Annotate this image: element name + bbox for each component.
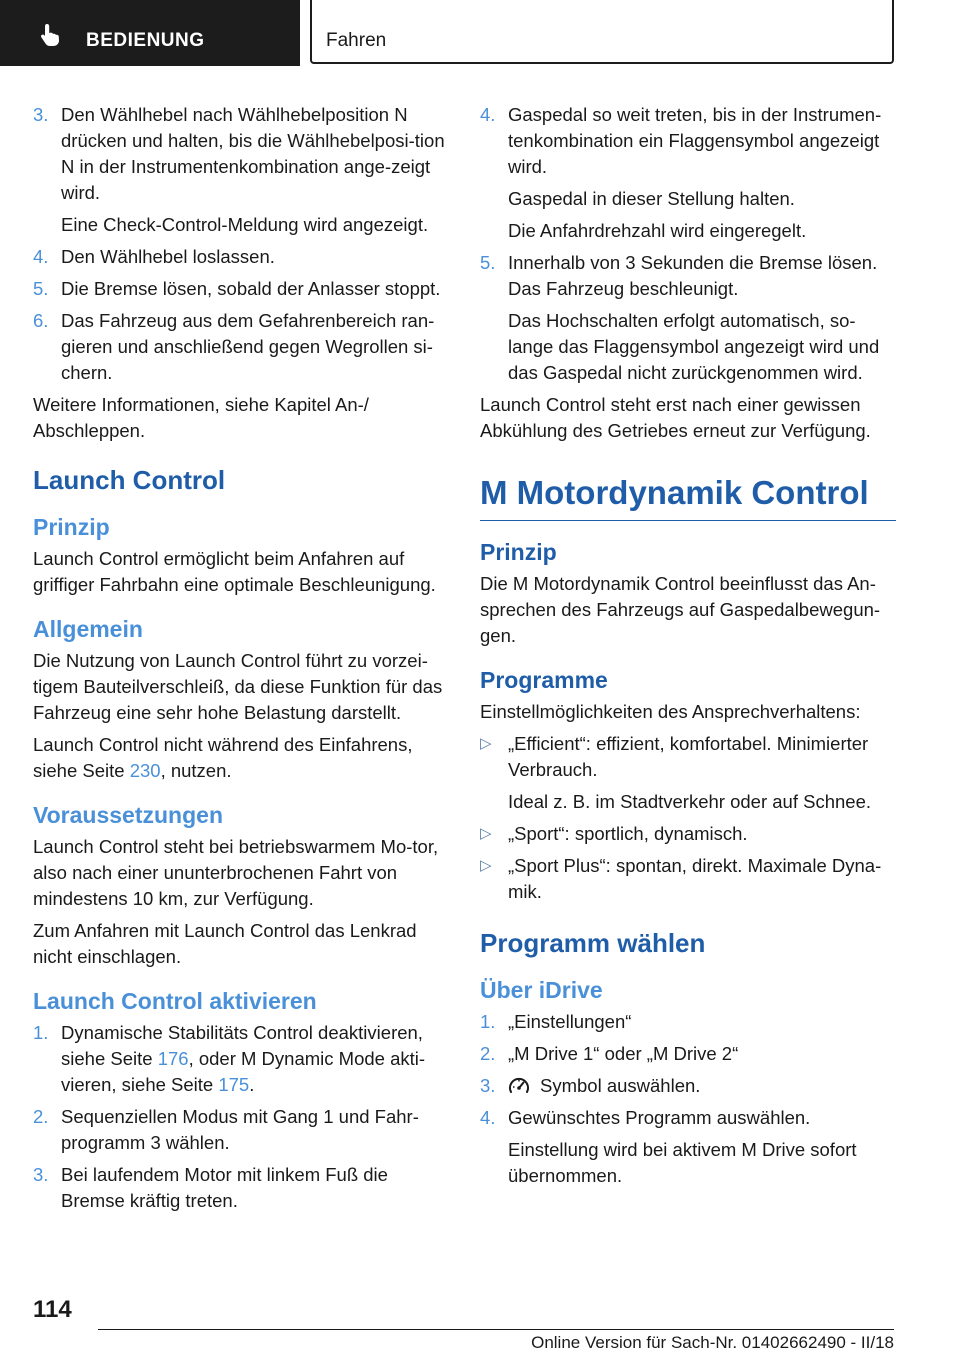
list-text: Gewünschtes Programm auswählen. (508, 1107, 811, 1128)
list-text (508, 1073, 896, 1099)
list-text: Sequenziellen Modus mit Gang 1 und Fahr-programm 3 wählen. (61, 1106, 419, 1153)
list-item (480, 1105, 896, 1189)
left-column (33, 102, 447, 1220)
subsection-title-prinzip: Prinzip (33, 514, 110, 540)
list-subtext: Eine Check-Control-Meldung wird angezeigt. (61, 214, 429, 235)
text-span: Dynamische Stabilitäts Control deaktivieren, siehe Seite (61, 1022, 423, 1069)
footer-version-text: Online Version für Sach-Nr. 01402662490 - II/18 (531, 1333, 894, 1352)
list-text: „Einstellungen“ (508, 1011, 632, 1032)
paragraph: Zum Anfahren mit Launch Control das Lenkrad nicht einschlagen. (33, 920, 417, 967)
list-text: Den Wählhebel nach Wählhebelposition N drücken und halten, bis die Wählhebelposi-tion N in der Instrumentenkombination ange-zeigt wird. (61, 104, 445, 203)
list-number: 5. (480, 252, 496, 273)
list-text (61, 1020, 447, 1098)
list-item (480, 250, 896, 386)
list-number: 1. (480, 1011, 496, 1032)
subsection-title-prinzip: Prinzip (480, 539, 557, 565)
list-text: Die Bremse lösen, sobald der Anlasser stoppt. (61, 278, 441, 299)
paragraph: Launch Control ermöglicht beim Anfahren auf griffiger Fahrbahn eine optimale Beschleunigung. (33, 548, 436, 595)
list-text: „Sport Plus“: spontan, direkt. Maximale Dyna-mik. (508, 855, 882, 902)
subsection-title-voraussetzungen: Voraussetzungen (33, 802, 223, 828)
paragraph: Die M Motordynamik Control beeinflusst das An-sprechen des Fahrzeugs auf Gaspedalbewegun-gen. (480, 573, 881, 646)
list-item (33, 308, 447, 386)
triangle-bullet-icon: ▷ (480, 735, 492, 752)
tab-bedienung[interactable] (0, 0, 300, 66)
list-subtext: Ideal z. B. im Stadtverkehr oder auf Schnee. (508, 791, 871, 812)
paragraph: Launch Control steht erst nach einer gewissen Abkühlung des Getriebes erneut zur Verfügung. (480, 394, 871, 441)
page-link-175[interactable]: 175 (218, 1074, 250, 1095)
subsection-title-aktivieren: Launch Control aktivieren (33, 988, 317, 1014)
list-text: Innerhalb von 3 Sekunden die Bremse lösen. Das Fahrzeug beschleunigt. (508, 252, 878, 299)
bullet-item (480, 853, 896, 905)
list-number: 5. (33, 278, 49, 299)
list-number: 3. (33, 1164, 49, 1185)
list-subtext: Das Hochschalten erfolgt automatisch, so-lange das Flaggensymbol angezeigt wird und das Gaspedal nicht zurückgenommen wird. (508, 310, 880, 383)
list-text: Das Fahrzeug aus dem Gefahrenbereich ran-gieren und anschließend gegen Wegrollen si-chern. (61, 310, 435, 383)
right-column (480, 102, 896, 1195)
page-link-230[interactable]: 230 (129, 760, 161, 781)
list-text: „Efficient“: effizient, komfortabel. Minimierter Verbrauch. (508, 733, 869, 780)
list-number: 4. (480, 1107, 496, 1128)
subsection-title-idrive: Über iDrive (480, 977, 603, 1003)
tab-fahren-label: Fahren (326, 30, 387, 51)
list-text: Bei laufendem Motor mit linkem Fuß die Bremse kräftig treten. (61, 1164, 388, 1211)
list-item (33, 276, 447, 302)
list-subtext: Gaspedal in dieser Stellung halten. (508, 188, 795, 209)
list-item (33, 1020, 447, 1098)
hand-pointer-icon (38, 22, 64, 48)
list-item (33, 244, 447, 270)
list-number: 3. (480, 1075, 496, 1096)
list-number: 2. (480, 1043, 496, 1064)
list-subtext: Die Anfahrdrehzahl wird eingeregelt. (508, 220, 807, 241)
text-span: , oder M Dynamic Mode akti-vieren, siehe Seite (61, 1048, 426, 1095)
list-text: Gaspedal so weit treten, bis in der Instrumen-tenkombination ein Flaggensymbol angezeigt wird. (508, 104, 882, 177)
list-item (480, 1073, 896, 1099)
subsection-title-allgemein: Allgemein (33, 616, 143, 642)
tab-bedienung-label: BEDIENUNG (86, 30, 205, 51)
paragraph: Die Nutzung von Launch Control führt zu vorzei-tigem Bauteilverschleiß, da diese Funktion für das Fahrzeug eine sehr hohe Belastung darstellt. (33, 650, 443, 723)
section-title-m-motordynamik: M Motordynamik Control (480, 472, 896, 521)
list-number: 4. (33, 246, 49, 267)
paragraph: Weitere Informationen, siehe Kapitel An-/ Abschleppen. (33, 394, 369, 441)
list-number: 6. (33, 310, 49, 331)
list-number: 3. (33, 104, 49, 125)
list-subtext: Einstellung wird bei aktivem M Drive sofort übernommen. (508, 1139, 857, 1186)
list-item (480, 102, 896, 244)
subsection-title-programme: Programme (480, 667, 608, 693)
text-span: , nutzen. (160, 760, 232, 781)
section-title-launch-control: Launch Control (33, 465, 226, 495)
section-title-programm-waehlen: Programm wählen (480, 928, 706, 958)
list-text: Den Wählhebel loslassen. (61, 246, 275, 267)
list-item (33, 1162, 447, 1214)
text-span: . (249, 1074, 255, 1095)
page-link-176[interactable]: 176 (157, 1048, 189, 1069)
triangle-bullet-icon: ▷ (480, 825, 492, 842)
text-span: Launch Control nicht während des Einfahrens, siehe Seite (33, 734, 413, 781)
page-header (0, 0, 960, 66)
bullet-item (480, 731, 896, 815)
list-text: „M Drive 1“ oder „M Drive 2“ (508, 1043, 739, 1064)
bullet-item (480, 821, 896, 847)
list-number: 1. (33, 1022, 49, 1043)
list-number: 4. (480, 104, 496, 125)
page-number: 114 (33, 1296, 72, 1323)
paragraph: Launch Control steht bei betriebswarmem Mo-tor, also nach einer ununterbrochenen Fahrt von mindestens 10 km, zur Verfügung. (33, 836, 439, 909)
list-item (33, 1104, 447, 1156)
gauge-icon (508, 1076, 530, 1096)
list-item (480, 1041, 896, 1067)
list-number: 2. (33, 1106, 49, 1127)
triangle-bullet-icon: ▷ (480, 857, 492, 874)
list-item (33, 102, 447, 238)
paragraph (33, 732, 447, 784)
tab-fahren[interactable] (310, 0, 894, 64)
paragraph: Einstellmöglichkeiten des Ansprechverhaltens: (480, 701, 861, 722)
footer-divider (98, 1329, 894, 1330)
list-item (480, 1009, 896, 1035)
text-span: Symbol auswählen. (540, 1075, 701, 1096)
list-text: „Sport“: sportlich, dynamisch. (508, 823, 748, 844)
